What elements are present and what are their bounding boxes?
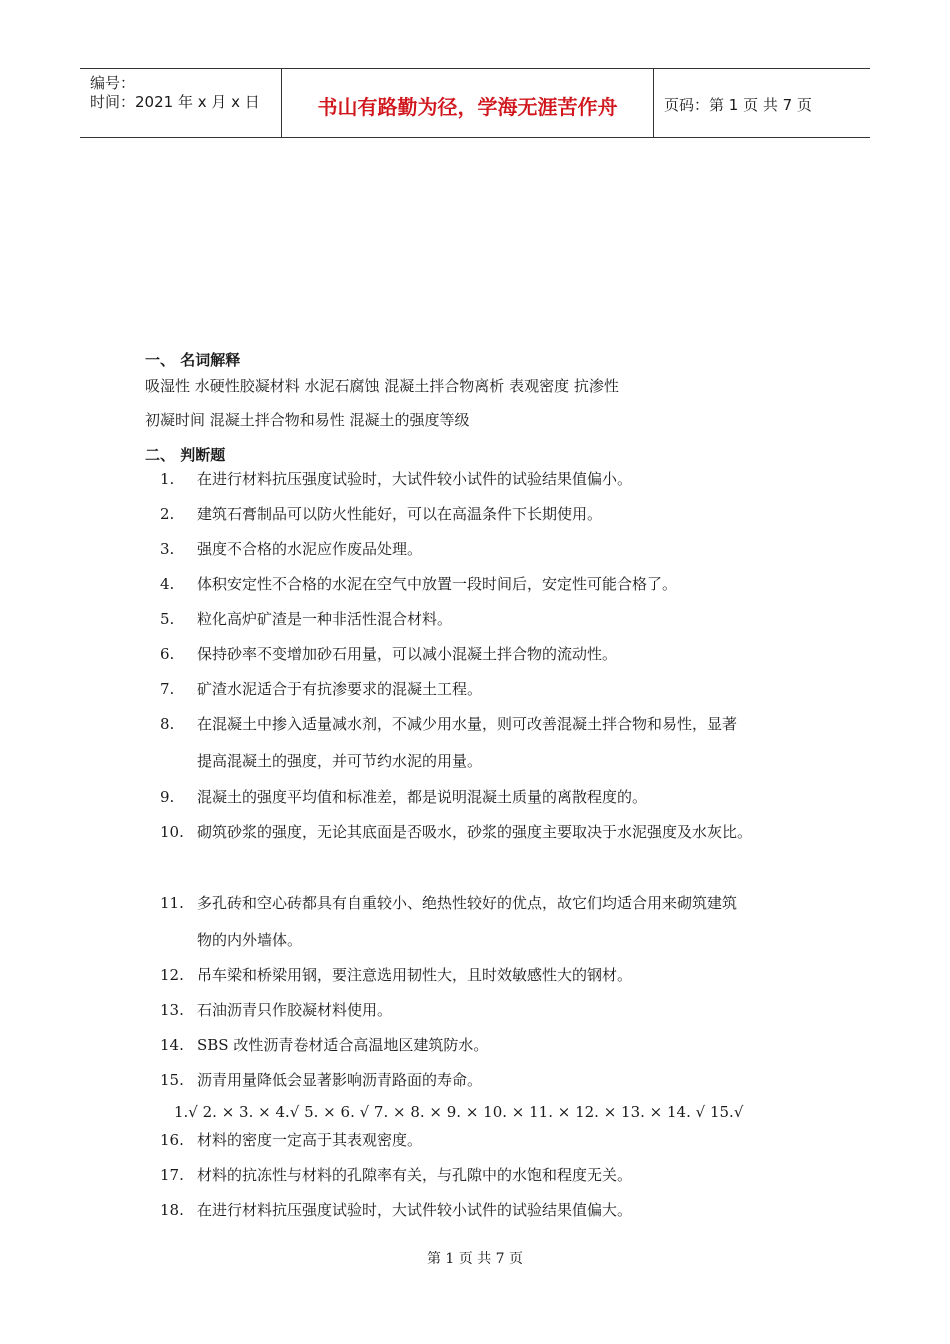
question-item — [160, 1129, 422, 1150]
question-item — [160, 1199, 632, 1220]
section-title-terms: 一、 名词解释 — [145, 351, 241, 369]
question-number: 9. — [160, 788, 175, 806]
question-text: 在进行材料抗压强度试验时，大试件较小试件的试验结果值偏大。 — [197, 1201, 633, 1219]
question-text: 材料的密度一定高于其表观密度。 — [197, 1131, 423, 1149]
question-number: 17. — [160, 1166, 184, 1184]
question-text: 吊车梁和桥梁用钢，要注意选用韧性大，且时效敏感性大的钢材。 — [197, 966, 633, 984]
header-divider — [653, 69, 654, 137]
question-item — [160, 643, 617, 664]
question-number: 16. — [160, 1131, 184, 1149]
question-item — [160, 503, 602, 524]
question-item — [160, 999, 392, 1020]
question-number: 15. — [160, 1071, 184, 1089]
terms-line: 初凝时间 混凝土拌合物和易性 混凝土的强度等级 — [145, 411, 470, 429]
question-text: 材料的抗冻性与材料的孔隙率有关，与孔隙中的水饱和程度无关。 — [197, 1166, 633, 1184]
question-item — [160, 1034, 488, 1055]
question-text: 多孔砖和空心砖都具有自重较小、绝热性较好的优点，故它们均适合用来砌筑建筑 — [197, 894, 738, 912]
question-number: 18. — [160, 1201, 184, 1219]
question-text: 体积安定性不合格的水泥在空气中放置一段时间后，安定性可能合格了。 — [197, 575, 678, 593]
question-number: 10. — [160, 823, 184, 841]
question-text: 矿渣水泥适合于有抗渗要求的混凝土工程。 — [197, 680, 483, 698]
question-text: 石油沥青只作胶凝材料使用。 — [197, 1001, 393, 1019]
question-item — [160, 468, 632, 489]
header-page-info: 页码：第 1 页 共 7 页 — [664, 96, 812, 114]
question-text: 保持砂率不变增加砂石用量，可以减小混凝土拌合物的流动性。 — [197, 645, 618, 663]
header-meta-cell — [80, 69, 281, 137]
number-label: 编号： — [90, 74, 136, 92]
question-number: 11. — [160, 894, 184, 912]
question-item — [160, 573, 677, 594]
question-number: 4. — [160, 575, 175, 593]
document-header — [80, 68, 870, 138]
question-item — [160, 964, 632, 985]
question-text: 在混凝土中掺入适量减水剂，不减少用水量，则可改善混凝土拌合物和易性，显著 — [197, 715, 738, 733]
question-item — [160, 713, 737, 734]
question-item — [160, 1069, 482, 1090]
question-continuation: 提高混凝土的强度，并可节约水泥的用量。 — [197, 752, 483, 770]
question-text: 混凝土的强度平均值和标准差，都是说明混凝土质量的离散程度的。 — [197, 788, 648, 806]
section-title-judgement: 二、 判断题 — [145, 446, 226, 464]
date-line: 时间：2021 年 x 月 x 日 — [90, 93, 260, 111]
question-number: 3. — [160, 540, 175, 558]
question-item — [160, 821, 752, 842]
question-number: 7. — [160, 680, 175, 698]
question-text: 强度不合格的水泥应作废品处理。 — [197, 540, 423, 558]
question-number: 1. — [160, 470, 175, 488]
question-item — [160, 1164, 632, 1185]
question-item — [160, 786, 647, 807]
question-text: 粒化高炉矿渣是一种非活性混合材料。 — [197, 610, 453, 628]
question-text: 在进行材料抗压强度试验时，大试件较小试件的试验结果值偏小。 — [197, 470, 633, 488]
question-number: 12. — [160, 966, 184, 984]
question-item — [160, 608, 452, 629]
question-text: 砌筑砂浆的强度，无论其底面是否吸水，砂浆的强度主要取决于水泥强度及水灰比。 — [197, 823, 753, 841]
question-number: 13. — [160, 1001, 184, 1019]
question-item — [160, 892, 737, 913]
question-text: 沥青用量降低会显著影响沥青路面的寿命。 — [197, 1071, 483, 1089]
header-motto: 书山有路勤为径，学海无涯苦作舟 — [317, 95, 618, 119]
page-footer: 第 1 页 共 7 页 — [426, 1251, 524, 1267]
question-number: 5. — [160, 610, 175, 628]
question-continuation: 物的内外墙体。 — [197, 931, 303, 949]
terms-line: 吸湿性 水硬性胶凝材料 水泥石腐蚀 混凝土拌合物离析 表观密度 抗渗性 — [145, 377, 619, 395]
question-number: 14. — [160, 1036, 184, 1054]
question-item — [160, 678, 482, 699]
question-number: 6. — [160, 645, 175, 663]
question-text: SBS 改性沥青卷材适合高温地区建筑防水。 — [197, 1036, 489, 1054]
question-text: 建筑石膏制品可以防火性能好，可以在高温条件下长期使用。 — [197, 505, 603, 523]
question-item — [160, 538, 422, 559]
question-number: 2. — [160, 505, 175, 523]
answer-key: 1.√ 2. × 3. × 4.√ 5. × 6. √ 7. × 8. × 9. × 10. × 11. × 12. × 13. × 14. √ 15.√ — [174, 1103, 744, 1121]
question-number: 8. — [160, 715, 175, 733]
